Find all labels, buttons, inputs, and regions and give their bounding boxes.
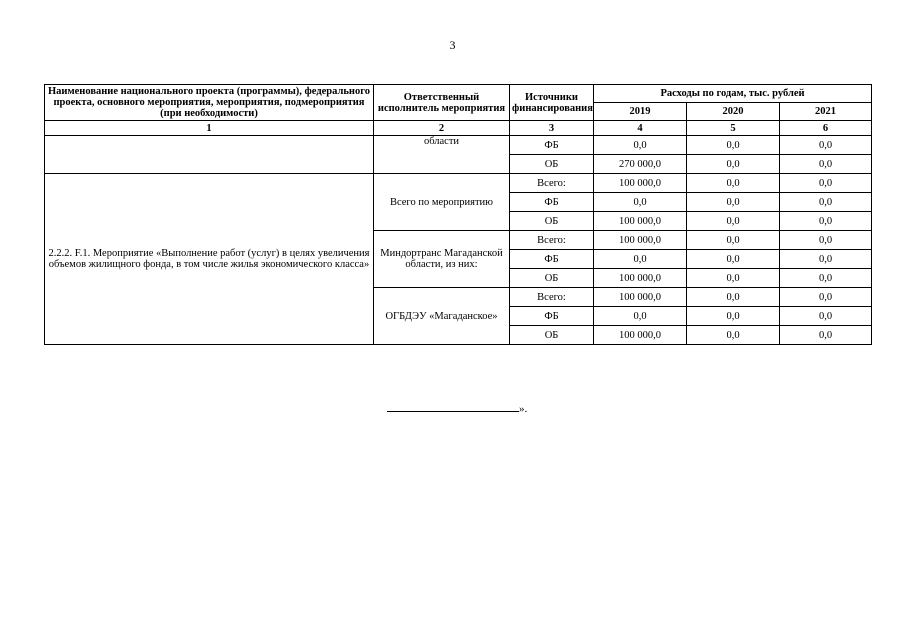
value-2021: 0,0 xyxy=(780,231,872,250)
value-2021: 0,0 xyxy=(780,174,872,193)
executor-cell: области xyxy=(374,136,510,174)
column-number: 4 xyxy=(594,121,687,136)
source-cell: Всего: xyxy=(510,288,594,307)
closing-quote: ». xyxy=(519,403,528,415)
value-2020: 0,0 xyxy=(687,155,780,174)
header-year-2019: 2019 xyxy=(594,103,687,121)
measure-name-cell: 2.2.2. F.1. Мероприятие «Выполнение работ (услуг) в целях увеличения объемов жилищного фонда, в том числе жилья экономического класса» xyxy=(45,174,374,345)
header-executor: Ответственный исполнитель мероприятия xyxy=(374,85,510,121)
value-2020: 0,0 xyxy=(687,136,780,155)
table-row xyxy=(45,174,872,193)
value-2021: 0,0 xyxy=(780,193,872,212)
value-2020: 0,0 xyxy=(687,288,780,307)
project-name-cell-empty xyxy=(45,136,374,174)
value-2020: 0,0 xyxy=(687,231,780,250)
value-2019: 100 000,0 xyxy=(594,269,687,288)
value-2019: 100 000,0 xyxy=(594,326,687,345)
executor-cell: Миндортранс Магаданской области, из них: xyxy=(374,231,510,288)
column-number: 3 xyxy=(510,121,594,136)
value-2021: 0,0 xyxy=(780,250,872,269)
value-2021: 0,0 xyxy=(780,212,872,231)
source-cell: ФБ xyxy=(510,250,594,269)
source-cell: ОБ xyxy=(510,269,594,288)
value-2020: 0,0 xyxy=(687,307,780,326)
signature-line xyxy=(387,402,519,412)
source-cell: Всего: xyxy=(510,231,594,250)
source-cell: Всего: xyxy=(510,174,594,193)
source-cell: ФБ xyxy=(510,193,594,212)
value-2020: 0,0 xyxy=(687,174,780,193)
value-2021: 0,0 xyxy=(780,136,872,155)
executor-cell: Всего по мероприятию xyxy=(374,174,510,231)
value-2020: 0,0 xyxy=(687,212,780,231)
value-2021: 0,0 xyxy=(780,307,872,326)
page-number: 3 xyxy=(449,38,456,52)
table-row xyxy=(45,136,872,155)
column-number: 1 xyxy=(45,121,374,136)
value-2019: 100 000,0 xyxy=(594,231,687,250)
source-cell: ОБ xyxy=(510,212,594,231)
value-2019: 100 000,0 xyxy=(594,174,687,193)
value-2019: 0,0 xyxy=(594,250,687,269)
value-2020: 0,0 xyxy=(687,326,780,345)
value-2019: 0,0 xyxy=(594,307,687,326)
header-funding-source: Источники финансирования xyxy=(510,85,594,121)
value-2021: 0,0 xyxy=(780,155,872,174)
header-year-2021: 2021 xyxy=(780,103,872,121)
value-2019: 0,0 xyxy=(594,136,687,155)
executor-cell: ОГБДЭУ «Магаданское» xyxy=(374,288,510,345)
column-number: 2 xyxy=(374,121,510,136)
column-number: 5 xyxy=(687,121,780,136)
closing-mark xyxy=(387,402,527,415)
value-2021: 0,0 xyxy=(780,269,872,288)
value-2021: 0,0 xyxy=(780,326,872,345)
source-cell: ФБ xyxy=(510,136,594,155)
header-expenses: Расходы по годам, тыс. рублей xyxy=(594,85,872,103)
value-2019: 100 000,0 xyxy=(594,212,687,231)
header-project-name: Наименование национального проекта (программы), федерального проекта, основного мероприятия, мероприятия, подмероприятия (при необходимости) xyxy=(45,85,374,121)
value-2020: 0,0 xyxy=(687,193,780,212)
value-2019: 100 000,0 xyxy=(594,288,687,307)
value-2020: 0,0 xyxy=(687,269,780,288)
source-cell: ФБ xyxy=(510,307,594,326)
header-year-2020: 2020 xyxy=(687,103,780,121)
value-2019: 270 000,0 xyxy=(594,155,687,174)
column-number: 6 xyxy=(780,121,872,136)
value-2021: 0,0 xyxy=(780,288,872,307)
value-2019: 0,0 xyxy=(594,193,687,212)
value-2020: 0,0 xyxy=(687,250,780,269)
budget-table xyxy=(44,84,872,345)
source-cell: ОБ xyxy=(510,155,594,174)
source-cell: ОБ xyxy=(510,326,594,345)
